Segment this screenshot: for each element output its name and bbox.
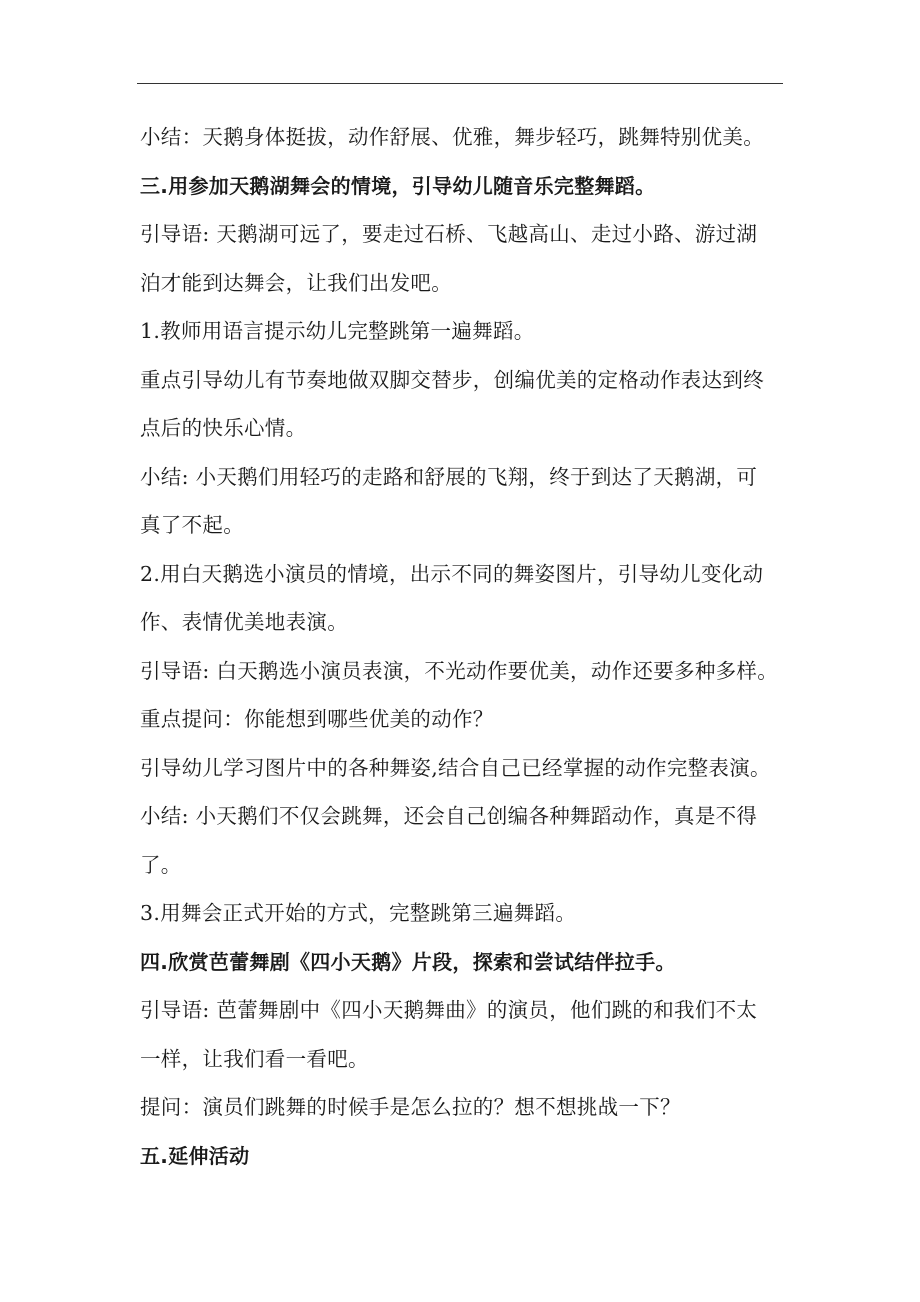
paragraph-line: 1.教师用语言提示幼儿完整跳第一遍舞蹈。 bbox=[140, 319, 535, 343]
paragraph-line: 作、表情优美地表演。 bbox=[140, 610, 348, 634]
paragraph-line: 一样，让我们看一看吧。 bbox=[140, 1046, 369, 1071]
paragraph-line: 引导语: 芭蕾舞剧中《四小天鹅舞曲》的演员，他们跳的和我们不太 bbox=[140, 998, 758, 1022]
paragraph-line: 3.用舞会正式开始的方式，完整跳第三遍舞蹈。 bbox=[140, 901, 577, 925]
paragraph-line: 了。 bbox=[140, 852, 182, 877]
paragraph-line: 重点提问：你能想到哪些优美的动作？ bbox=[140, 707, 494, 731]
paragraph-line: 2.用白天鹅选小演员的情境，出示不同的舞姿图片，引导幼儿变化动 bbox=[140, 561, 764, 586]
paragraph-line: 小结: 小天鹅们用轻巧的走路和舒展的飞翔，终于到达了天鹅湖，可 bbox=[140, 464, 758, 489]
header-rule bbox=[137, 83, 783, 84]
paragraph-line: 引导幼儿学习图片中的各种舞姿,结合自己已经掌握的动作完整表演。 bbox=[140, 755, 771, 780]
paragraph-line: 小结：天鹅身体挺拔，动作舒展、优雅，舞步轻巧，跳舞特别优美。 bbox=[140, 125, 764, 149]
section-heading: 五.延伸活动 bbox=[140, 1143, 250, 1168]
paragraph-line: 引导语: 白天鹅选小演员表演，不光动作要优美，动作还要多种多样。 bbox=[140, 658, 779, 683]
paragraph-line: 重点引导幼儿有节奏地做双脚交替步，创编优美的定格动作表达到终 bbox=[140, 367, 764, 392]
paragraph-line: 提问：演员们跳舞的时候手是怎么拉的？想不想挑战一下？ bbox=[140, 1095, 681, 1119]
paragraph-line: 小结: 小天鹅们不仅会跳舞，还会自己创编各种舞蹈动作，真是不得 bbox=[140, 804, 758, 828]
document-body bbox=[140, 113, 790, 1180]
section-heading: 四.欣赏芭蕾舞剧《四小天鹅》片段，探索和尝试结伴拉手。 bbox=[140, 949, 676, 974]
paragraph-line: 点后的快乐心情。 bbox=[140, 416, 307, 440]
paragraph-line: 引导语: 天鹅湖可远了，要走过石桥、飞越高山、走过小路、游过湖 bbox=[140, 222, 758, 246]
paragraph-line: 真了不起。 bbox=[140, 513, 244, 537]
paragraph-line: 泊才能到达舞会，让我们出发吧。 bbox=[140, 270, 452, 295]
section-heading: 三.用参加天鹅湖舞会的情境，引导幼儿随音乐完整舞蹈。 bbox=[140, 173, 656, 198]
